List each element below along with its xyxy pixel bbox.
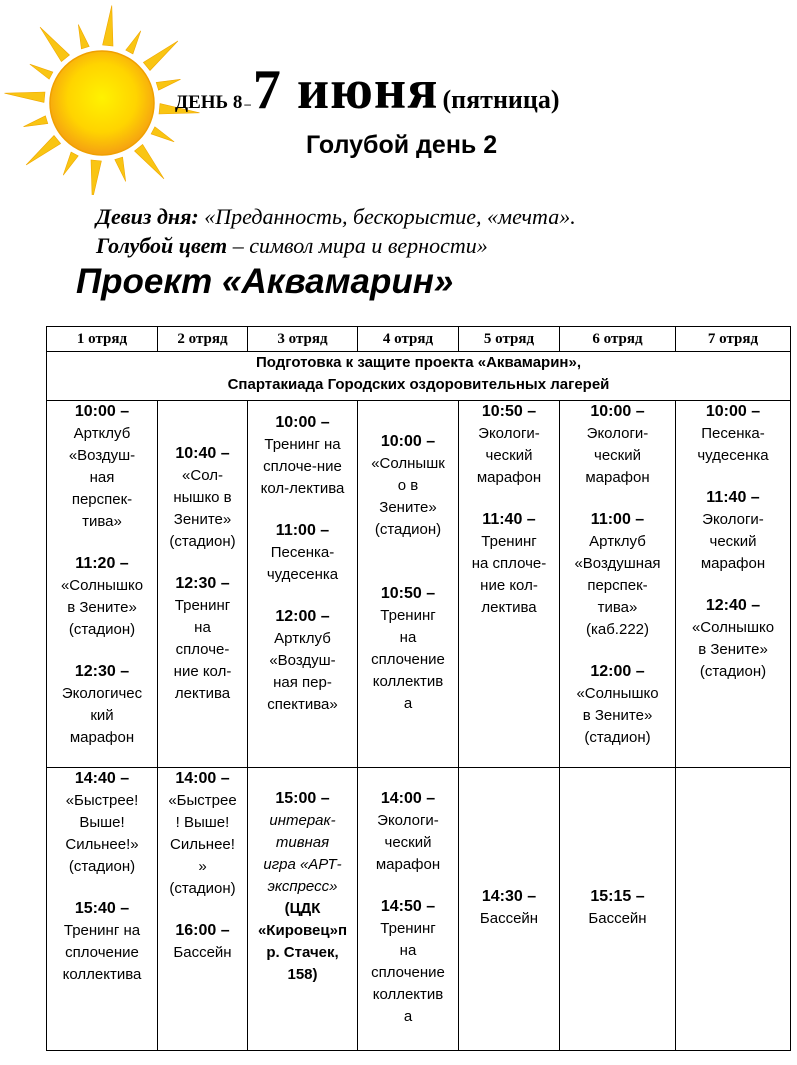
schedule-cell <box>358 768 459 1051</box>
schedule-cell <box>248 401 358 768</box>
event-time: 12:00 – <box>275 608 330 625</box>
event-time: 14:30 – <box>481 888 537 905</box>
event-text: Бассейн <box>479 910 539 927</box>
event-text: тивная <box>275 834 330 851</box>
sun-ray <box>40 27 70 62</box>
event-text: ческий <box>485 447 533 464</box>
event-time: 11:00 – <box>275 522 330 539</box>
schedule-event <box>252 520 353 586</box>
color-text: – символ мира и верности» <box>232 233 488 258</box>
event-text: «Солнышко <box>60 577 144 594</box>
event-time: 11:40 – <box>482 511 536 528</box>
sun-ray <box>63 152 78 175</box>
sun-ray <box>103 6 113 47</box>
event-text: «Быстрее! <box>65 792 139 809</box>
schedule-event <box>252 412 353 500</box>
event-text: Тренинг на <box>63 922 141 939</box>
motto-text: «Преданность, бескорыстие, «мечта». <box>204 204 576 229</box>
event-text: ная <box>89 469 115 486</box>
common-line-1: Подготовка к защите проекта «Аквамарин», <box>256 354 581 371</box>
event-text: спектива» <box>267 696 338 713</box>
event-time: 14:00 – <box>380 790 436 807</box>
day-heading <box>175 58 735 128</box>
event-text: Артклуб <box>589 533 646 550</box>
event-time: 10:00 – <box>590 403 645 420</box>
common-activity-row <box>47 352 791 401</box>
schedule-cell <box>459 768 560 1051</box>
header-cell: 5 отряд <box>459 327 560 352</box>
motto-label: Девиз дня: <box>96 204 199 229</box>
event-text: Тренинг на <box>264 436 341 453</box>
schedule-event <box>680 401 786 467</box>
event-text: «Солнышк <box>371 455 445 472</box>
morning-row <box>47 401 791 768</box>
schedule-cell <box>248 768 358 1051</box>
event-text: «Воздуш- <box>68 447 136 464</box>
event-text: лектива <box>174 685 231 702</box>
schedule-cell <box>560 768 676 1051</box>
schedule-event <box>162 768 243 900</box>
event-text: марафон <box>585 469 650 486</box>
event-text: марафон <box>69 729 135 746</box>
event-text: кий <box>90 707 114 724</box>
event-text: а <box>403 1008 413 1025</box>
event-text: Экологичес <box>61 685 143 702</box>
event-text: чудесенка <box>697 447 769 464</box>
event-time: 10:00 – <box>380 433 436 450</box>
schedule-cell <box>358 401 459 768</box>
event-text: (стадион) <box>374 521 442 538</box>
schedule-event <box>564 661 671 749</box>
date-title: 7 июня <box>252 59 439 121</box>
schedule-event <box>162 920 243 964</box>
sun-ray <box>143 41 178 71</box>
event-place: «Кировец»п <box>257 922 348 939</box>
event-text: Тренинг <box>481 533 537 550</box>
header-cell: 6 отряд <box>560 327 676 352</box>
event-text: экспресс» <box>267 878 338 895</box>
event-text: интерак- <box>269 812 336 829</box>
event-text: (стадион) <box>584 729 651 746</box>
event-time: 12:30 – <box>175 575 230 592</box>
event-text: Экологи- <box>377 812 439 829</box>
event-time: 11:00 – <box>590 511 645 528</box>
common-line-2: Спартакиада Городских оздоровительных лагерей <box>227 376 610 393</box>
event-text: сплоче- <box>175 641 230 658</box>
event-text: Сильнее! <box>170 836 235 853</box>
color-label: Голубой цвет <box>96 233 228 258</box>
event-time: 16:00 – <box>175 922 230 939</box>
schedule-event <box>162 573 243 705</box>
motto-line-1 <box>96 204 576 230</box>
schedule-event <box>564 509 671 641</box>
sun-ray <box>151 127 174 142</box>
event-text: Экологи- <box>478 425 540 442</box>
schedule-event <box>162 443 243 553</box>
event-text: «Солнышко <box>576 685 659 702</box>
event-text: (стадион) <box>169 880 236 897</box>
event-time: 12:30 – <box>74 663 130 680</box>
event-time: 15:00 – <box>275 790 330 807</box>
event-text: перспек- <box>587 577 648 594</box>
event-text: тива» <box>597 599 638 616</box>
event-time: 10:50 – <box>380 585 436 602</box>
day-subtitle: Голубой день 2 <box>306 131 498 159</box>
event-text: ческий <box>384 834 432 851</box>
event-text: тива» <box>82 513 122 530</box>
schedule-event <box>252 788 353 986</box>
event-text: а <box>403 695 413 712</box>
event-text: Выше! <box>79 814 125 831</box>
event-time: 10:00 – <box>705 403 761 420</box>
schedule-cell <box>459 401 560 768</box>
event-time: 12:00 – <box>590 663 645 680</box>
event-time: 10:40 – <box>175 445 230 462</box>
event-text: «Солнышко <box>691 619 775 636</box>
event-text: Экологи- <box>586 425 649 442</box>
sun-ray <box>26 136 61 166</box>
event-time: 15:15 – <box>590 888 645 905</box>
day-dash: – <box>244 96 251 111</box>
event-text: ние кол- <box>480 577 538 594</box>
event-text: на сплоче- <box>471 555 547 572</box>
schedule-event <box>362 431 454 541</box>
project-title: Проект «Аквамарин» <box>76 262 454 301</box>
event-text: коллектив <box>372 673 444 690</box>
event-text: Бассейн <box>173 944 232 961</box>
schedule-cell <box>47 401 158 768</box>
event-text: на <box>399 629 417 646</box>
event-text: Сильнее!» <box>65 836 139 853</box>
sun-ray <box>30 64 53 79</box>
event-text: в Зените» <box>582 707 653 724</box>
event-text: сплочение <box>371 651 445 668</box>
event-text: (каб.222) <box>585 621 649 638</box>
day-label: ДЕНЬ 8 <box>175 92 243 113</box>
event-place: 158) <box>287 966 318 983</box>
event-time: 11:20 – <box>75 555 129 572</box>
event-text: » <box>198 858 207 875</box>
schedule-event <box>362 896 454 1028</box>
schedule-event <box>680 487 786 575</box>
event-text: Экологи- <box>702 511 764 528</box>
event-time: 10:00 – <box>74 403 130 420</box>
event-text: в Зените» <box>67 599 137 616</box>
event-text: «Сол- <box>182 467 223 484</box>
event-text: (стадион) <box>68 621 136 638</box>
event-time: 12:40 – <box>705 597 761 614</box>
event-text: лектива <box>481 599 537 616</box>
schedule-cell <box>47 768 158 1051</box>
schedule-cell <box>158 401 248 768</box>
event-text: Зените» <box>173 511 232 528</box>
event-text: Бассейн <box>588 910 647 927</box>
event-text: кол-лектива <box>260 480 345 497</box>
sun-ray <box>126 31 141 54</box>
event-place: (ЦДК <box>284 900 321 917</box>
event-text: Артклуб <box>73 425 131 442</box>
header-cell: 2 отряд <box>158 327 248 352</box>
event-text: ческий <box>594 447 641 464</box>
event-text: о в <box>397 477 419 494</box>
event-text: (стадион) <box>68 858 136 875</box>
event-time: 14:40 – <box>74 770 130 787</box>
event-text: Тренинг <box>174 597 231 614</box>
event-text: нышко в <box>173 489 232 506</box>
event-time: 15:40 – <box>74 900 130 917</box>
event-text: перспек- <box>71 491 133 508</box>
schedule-event <box>680 595 786 683</box>
schedule-event <box>252 606 353 716</box>
sun-ray <box>115 157 126 181</box>
event-text: Песенка- <box>701 425 765 442</box>
schedule-event <box>362 583 454 715</box>
event-text: на <box>194 619 211 636</box>
event-text: коллектив <box>372 986 444 1003</box>
schedule-event <box>564 886 671 930</box>
schedule-event <box>463 886 555 930</box>
header-row <box>47 327 791 352</box>
sun-ray <box>5 92 46 102</box>
header-cell: 7 отряд <box>676 327 791 352</box>
schedule-cell <box>676 768 791 1051</box>
event-text: марафон <box>700 555 766 572</box>
event-text: Тренинг <box>380 920 436 937</box>
schedule-event <box>564 401 671 489</box>
event-text: «Воздушная <box>574 555 661 572</box>
sun-ray <box>24 116 48 127</box>
common-activity-cell <box>47 352 791 401</box>
sun-ray <box>135 144 165 179</box>
event-time: 11:40 – <box>706 489 760 506</box>
schedule-event <box>463 509 555 619</box>
event-text: Тренинг <box>380 607 436 624</box>
schedule-event <box>51 401 153 533</box>
event-text: сплочение <box>65 944 139 961</box>
sun-ray <box>91 160 101 195</box>
event-text: игра «АРТ- <box>263 856 342 873</box>
event-text: в Зените» <box>698 641 768 658</box>
header-cell: 1 отряд <box>47 327 158 352</box>
sun-ray <box>78 25 89 49</box>
schedule-cell <box>676 401 791 768</box>
afternoon-row <box>47 768 791 1051</box>
event-text: сплоче-ние <box>263 458 342 475</box>
event-time: 14:00 – <box>175 770 230 787</box>
event-text: ние кол- <box>173 663 232 680</box>
schedule-cell <box>560 401 676 768</box>
event-text: марафон <box>476 469 542 486</box>
event-place: р. Стачек, <box>266 944 339 961</box>
event-text: марафон <box>375 856 441 873</box>
schedule-event <box>51 768 153 878</box>
event-text: ная пер- <box>273 674 332 691</box>
schedule-event <box>51 661 153 749</box>
schedule-event <box>51 898 153 986</box>
schedule-event <box>51 553 153 641</box>
event-text: Песенка- <box>270 544 335 561</box>
event-text: чудесенка <box>266 566 339 583</box>
event-time: 14:50 – <box>380 898 436 915</box>
event-text: коллектива <box>62 966 142 983</box>
header-cell: 4 отряд <box>358 327 459 352</box>
schedule-event <box>463 401 555 489</box>
event-text: Зените» <box>379 499 437 516</box>
event-text: на <box>399 942 417 959</box>
header-cell: 3 отряд <box>248 327 358 352</box>
schedule-table <box>46 326 791 1051</box>
event-time: 10:50 – <box>481 403 537 420</box>
weekday: (пятница) <box>442 85 560 114</box>
motto-line-2 <box>96 233 488 259</box>
event-text: «Быстрее <box>168 792 237 809</box>
event-text: сплочение <box>371 964 445 981</box>
event-time: 10:00 – <box>275 414 330 431</box>
sun-icon <box>0 0 200 195</box>
event-text: ческий <box>709 533 757 550</box>
schedule-event <box>362 788 454 876</box>
event-text: «Воздуш- <box>269 652 336 669</box>
event-text: (стадион) <box>699 663 767 680</box>
event-text: ! Выше! <box>175 814 230 831</box>
event-text: Артклуб <box>274 630 331 647</box>
schedule-cell <box>158 768 248 1051</box>
event-text: (стадион) <box>169 533 236 550</box>
